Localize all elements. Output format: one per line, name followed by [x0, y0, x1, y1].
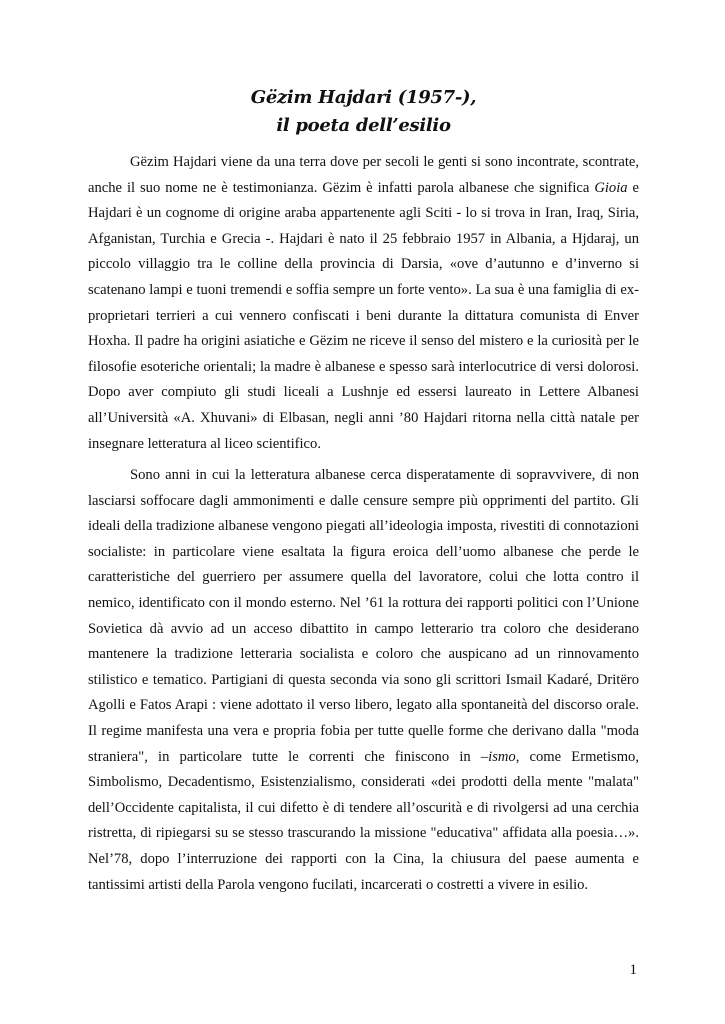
- paragraph-1: [88, 150, 639, 457]
- paragraph-1-italic-gioia: Gioia: [594, 179, 628, 196]
- title-line-1: Gëzim Hajdari (1957-),: [250, 87, 477, 108]
- paragraph-2-text-b: , come Ermetismo, Simbolismo, Decadentismo, Esistenzialismo, considerati «dei prodotti della mente "malata" dell’Occidente capitalista, il cui difetto è di tendere all’oscurità e di rivolgersi ad una cerchia ristretta, di ripiegarsi su se stesso trascurando la missione "educativa" affidata alla poesia…». Nel’78, dopo l’interruzione dei rapporti con la Cina, la chiusura del paese aumenta e tantissimi artisti della Parola vengono fucilati, incarcerati o costretti a vivere in esilio.: [88, 748, 639, 893]
- paragraph-2: [88, 463, 639, 898]
- title-line-2: il poeta dell’esilio: [276, 115, 451, 136]
- paragraph-1-text-b: e Hajdari è un cognome di origine araba appartenente agli Sciti - lo si trova in Iran, Iraq, Siria, Afganistan, Turchia e Grecia -. Hajdari è nato il 25 febbraio 1957 in Albania, a Hjdaraj, un piccolo villaggio tra le colline della provincia di Darsia, «ove d’autunno e d’inverno si scatenano lampi e tuoni tremendi e soffia sempre un forte vento». La sua è una famiglia di ex-proprietari terrieri a cui vennero confiscati i beni durante la dittatura comunista di Enver Hoxha. Il padre ha origini asiatiche e Gëzim ne riceve il senso del mistero e la curiosità per le filosofie esoteriche orientali; la madre è albanese e spesso sarà interlocutrice di versi dolorosi. Dopo aver compiuto gli studi liceali a Lushnje ed essersi laureato in Lettere Albanesi all’Università «A. Xhuvani» di Elbasan, negli anni ’80 Hajdari ritorna nella città natale per insegnare letteratura al liceo scientifico.: [88, 179, 639, 452]
- paragraph-2-italic-ismo: –ismo: [480, 748, 516, 765]
- page-number: 1: [629, 962, 637, 978]
- document-page: [88, 0, 639, 1024]
- paragraph-2-text-a: Sono anni in cui la letteratura albanese cerca disperatamente di sopravvivere, di non lasciarsi soffocare dagli ammonimenti e dalle censure sempre più opprimenti del partito. Gli ideali della tradizione albanese vengono piegati all’ideologia imposta, rivestiti di connotazioni socialiste: in particolare viene esaltata la figura eroica dell’uomo albanese che perde le caratteristiche del guerriero per assumere quella del lavoratore, colui che lotta contro il nemico, identificato con il mondo esterno. Nel ’61 la rottura dei rapporti politici con l’Unione Sovietica dà avvio ad un acceso dibattito in campo letterario tra coloro che desiderano mantenere la tradizione letteraria socialista e coloro che auspicano ad un rinnovamento stilistico e tematico. Partigiani di questa seconda via sono gli scrittori Ismail Kadaré, Dritëro Agolli e Fatos Arapi : viene adottato il verso libero, legato alla spontaneità del discorso orale. Il regime manifesta una vera e propria fobia per tutte quelle forme che derivano dalla "moda straniera", in particolare tutte le correnti che finiscono in: [88, 467, 639, 765]
- document-title: [88, 84, 639, 140]
- paragraph-1-text-a: Gëzim Hajdari viene da una terra dove per secoli le genti si sono incontrate, scontrate, anche il suo nome ne è testimonianza. Gëzim è infatti parola albanese che significa: [88, 154, 639, 196]
